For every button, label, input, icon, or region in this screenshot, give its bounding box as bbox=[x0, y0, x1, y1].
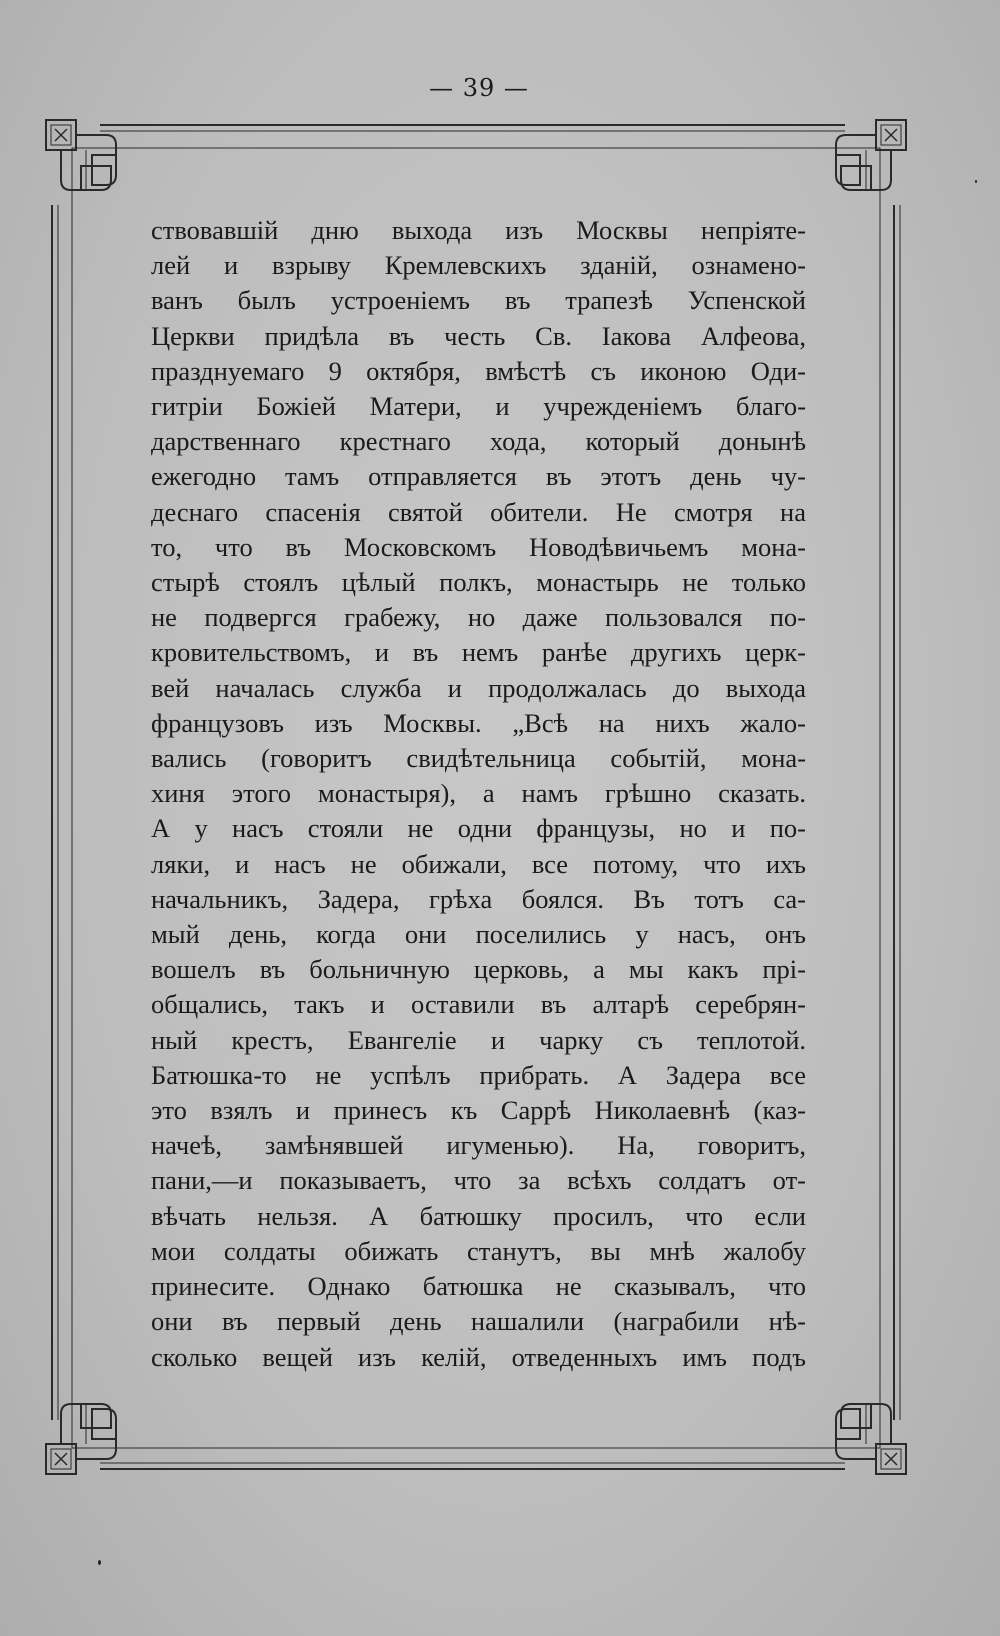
text-line: начальникъ, Задера, грѣха боялся. Въ тотъ са- bbox=[151, 883, 806, 914]
text-line: вошелъ въ больничную церковь, а мы какъ прі- bbox=[151, 954, 806, 985]
text-line: стырѣ стоялъ цѣлый полкъ, монастырь не только bbox=[151, 567, 806, 598]
text-line: ежегодно тамъ отправляется въ этотъ день чу- bbox=[151, 461, 806, 492]
text-line: празднуемаго 9 октября, вмѣстѣ съ иконою Оди- bbox=[151, 355, 806, 386]
ink-speck bbox=[98, 1560, 101, 1565]
ink-speck bbox=[975, 180, 977, 183]
corner-ornament-top-right bbox=[836, 120, 906, 190]
text-line: мый день, когда они поселились у насъ, онъ bbox=[151, 919, 806, 950]
text-line: ляки, и насъ не обижали, все потому, что ихъ bbox=[151, 848, 806, 879]
text-line: общались, такъ и оставили въ алтарѣ серебрян- bbox=[151, 989, 806, 1020]
text-line: вѣчать нельзя. А батюшку просилъ, что если bbox=[151, 1200, 806, 1231]
text-line: хиня этого монастыря), а намъ грѣшно сказать. bbox=[151, 778, 806, 809]
corner-ornament-bottom-right bbox=[836, 1404, 906, 1474]
text-line: ный крестъ, Евангеліе и чарку съ теплотой. bbox=[151, 1024, 806, 1055]
text-line: Батюшка-то не успѣлъ прибрать. А Задера все bbox=[151, 1059, 806, 1090]
text-line: гитріи Божіей Матери, и учрежденіемъ благо- bbox=[151, 391, 806, 422]
text-line: ванъ былъ устроеніемъ въ трапезѣ Успенской bbox=[151, 285, 806, 316]
text-line: Церкви придѣла въ честь Св. Іакова Алфеова, bbox=[151, 320, 806, 351]
text-line: дарственнаго крестнаго хода, который донынѣ bbox=[151, 426, 806, 457]
text-line: французовъ изъ Москвы. „Всѣ на нихъ жало- bbox=[151, 707, 806, 738]
text-line: кровительствомъ, и въ немъ ранѣе другихъ церк- bbox=[151, 637, 806, 668]
text-line: то, что въ Московскомъ Новодѣвичьемъ мона- bbox=[151, 531, 806, 562]
text-line: А у насъ стояли не одни французы, но и по- bbox=[151, 813, 806, 844]
text-line: мои солдаты обижать станутъ, вы мнѣ жалобу bbox=[151, 1235, 806, 1266]
text-line: лей и взрыву Кремлевскихъ зданій, ознамено- bbox=[151, 250, 806, 281]
text-line: пани,—и показываетъ, что за всѣхъ солдатъ от- bbox=[151, 1165, 806, 1196]
body-text bbox=[151, 213, 806, 1375]
text-line: они въ первый день нашалили (награбили нѣ- bbox=[151, 1306, 806, 1337]
page-number: — 39 — bbox=[429, 74, 529, 102]
text-line: вей началась служба и продолжалась до выхода bbox=[151, 672, 806, 703]
text-line: принесите. Однако батюшка не сказывалъ, что bbox=[151, 1271, 806, 1302]
text-line: сколько вещей изъ келій, отведенныхъ имъ подъ bbox=[151, 1341, 806, 1372]
text-line: ствовавшій дню выхода изъ Москвы непріяте- bbox=[151, 215, 806, 245]
text-line: деснаго спасенія святой обители. Не смотря на bbox=[151, 496, 806, 527]
text-line: это взялъ и принесъ къ Саррѣ Николаевнѣ (каз- bbox=[151, 1095, 806, 1126]
text-line: не подвергся грабежу, но даже пользовался по- bbox=[151, 602, 806, 633]
text-line: начеѣ, замѣнявшей игуменью). На, говоритъ, bbox=[151, 1130, 806, 1161]
text-line: вались (говоритъ свидѣтельница событій, мона- bbox=[151, 743, 806, 774]
